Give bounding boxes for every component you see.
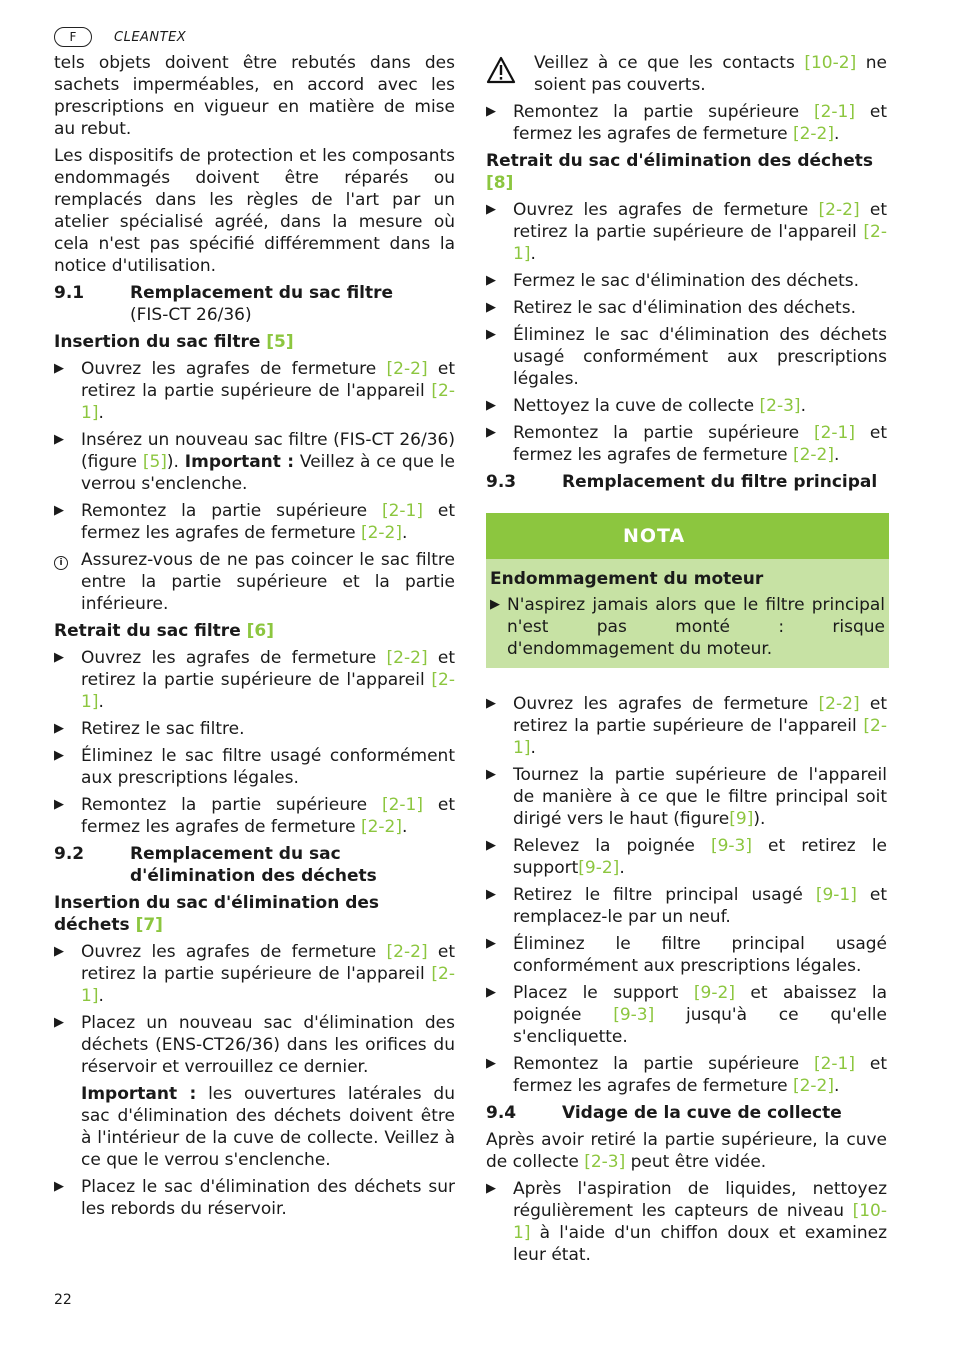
arrow-bullet-icon: ▶ — [486, 327, 496, 342]
figure-ref: [2-1] — [81, 670, 455, 712]
figure-ref: [2-2] — [386, 359, 428, 379]
arrow-bullet-icon: ▶ — [486, 985, 496, 1000]
list-item: ▶ Ouvrez les agrafes de fermeture [2-2] et retirez la partie supérieure de l'appareil [2-1]. — [486, 694, 887, 758]
figure-ref: [10-1] — [513, 1201, 887, 1243]
list-item: ▶ Remontez la partie supérieure [2-1] et fermez les agrafes de fermeture [2-2]. — [54, 501, 456, 543]
warning-triangle-icon — [486, 52, 534, 96]
figure-ref: [2-1] — [813, 102, 855, 122]
list-item: ▶ Remontez la partie supérieure [2-1] et fermez les agrafes de fermeture [2-2]. — [54, 795, 456, 837]
figure-ref: [2-1] — [381, 501, 423, 521]
figure-ref: [9-1] — [815, 885, 857, 905]
figure-ref: [9-3] — [613, 1005, 655, 1025]
list-item: ▶ Retirez le sac d'élimination des déchets. — [486, 298, 856, 318]
paragraph: Les dispositifs de protection et les composants endommagés doivent être réparés ou remplacés dans les règles de l'art par un atelier spécialisé agréé, dans la mesure où cela n'est pas spécifié différemment dans la notice d'utilisation. — [54, 146, 455, 276]
subheading-removal-filter-bag: Retrait du sac filtre [6] — [54, 621, 275, 641]
arrow-bullet-icon: ▶ — [486, 767, 496, 782]
section-subtitle: (FIS-CT 26/36) — [130, 305, 252, 325]
list-item: ▶ Ouvrez les agrafes de fermeture [2-2] et retirez la partie supérieure de l'appareil [2-1]. — [54, 359, 455, 423]
figure-ref: [2-1] — [813, 1054, 855, 1074]
paragraph: Après avoir retiré la partie supérieure, la cuve de collecte [2-3] peut être vidée. — [486, 1130, 887, 1172]
arrow-bullet-icon: ▶ — [54, 361, 64, 376]
figure-ref: [8] — [486, 173, 514, 193]
section-heading-9-4 — [486, 1102, 887, 1124]
list-item: ▶ Placez un nouveau sac d'élimination des déchets (ENS-CT26/36) dans les orifices du réservoir et verrouillez ce dernier. — [54, 1013, 455, 1077]
arrow-bullet-icon: ▶ — [54, 1179, 64, 1194]
list-item: ▶ Remontez la partie supérieure [2-1] et fermez les agrafes de fermeture [2-2]. — [486, 423, 888, 465]
figure-ref: [5] — [266, 332, 294, 352]
arrow-bullet-icon: ▶ — [486, 887, 496, 902]
arrow-bullet-icon: ▶ — [486, 273, 496, 288]
arrow-bullet-icon: ▶ — [486, 1181, 496, 1196]
list-item: ▶ Fermez le sac d'élimination des déchets. — [486, 271, 860, 291]
figure-ref: [2-2] — [792, 1076, 834, 1096]
list-item: ▶ Après l'aspiration de liquides, nettoyez régulièrement les capteurs de niveau [10-1] à l'aide d'un chiffon doux et examinez leur état. — [486, 1179, 887, 1265]
list-item: ▶ Éliminez le sac filtre usagé conformément aux prescriptions légales. — [54, 746, 455, 788]
arrow-bullet-icon: ▶ — [486, 838, 496, 853]
figure-ref: [2-2] — [818, 200, 860, 220]
page-header — [54, 26, 186, 48]
section-heading-9-2 — [54, 843, 455, 887]
arrow-bullet-icon: ▶ — [54, 1015, 64, 1030]
brand-name: CLEANTEX — [114, 29, 187, 45]
arrow-bullet-icon: ▶ — [486, 1056, 496, 1071]
figure-ref: [2-1] — [813, 423, 855, 443]
section-title: Remplacement du sac filtre — [130, 283, 394, 303]
arrow-bullet-icon: ▶ — [486, 696, 496, 711]
nota-item: ▶ N'aspirez jamais alors que le filtre principal n'est pas monté : risque d'endommagement du moteur. — [490, 595, 885, 659]
list-item: ▶ Retirez le sac filtre. — [54, 719, 245, 739]
nota-body — [486, 559, 889, 668]
figure-ref: [9-2] — [578, 858, 620, 878]
figure-ref: [6] — [246, 621, 275, 641]
warning-item: Veillez à ce que les contacts [10-2] ne soient pas couverts. — [486, 52, 887, 96]
list-item: ▶ Placez le sac d'élimination des déchets sur les rebords du réservoir. — [54, 1177, 455, 1219]
arrow-bullet-icon: ▶ — [54, 797, 64, 812]
section-number: 9.2 — [54, 844, 85, 864]
figure-ref: [2-2] — [792, 124, 834, 144]
arrow-bullet-icon: ▶ — [486, 425, 496, 440]
section-heading-9-1 — [54, 282, 455, 326]
section-heading-9-3 — [486, 471, 887, 493]
subheading-insertion-waste-bag: Insertion du sac d'élimination des déchets [7] — [54, 893, 380, 935]
important-note: Important : les ouvertures latérales du sac d'élimination des déchets doivent être à l'intérieur de la cuve de collecte. Veillez à ce que le verrou s'enclenche. — [81, 1084, 455, 1170]
arrow-bullet-icon: ▶ — [490, 597, 500, 612]
section-number: 9.3 — [486, 472, 517, 492]
subheading-removal-waste-bag: Retrait du sac d'élimination des déchets [8] — [486, 151, 873, 193]
list-item: ▶ Tournez la partie supérieure de l'appareil de manière à ce que le filtre principal soit dirigé vers le haut (figure[9]). — [486, 765, 887, 829]
page-number: 22 — [54, 1292, 72, 1308]
arrow-bullet-icon: ▶ — [54, 432, 64, 447]
section-number: 9.1 — [54, 283, 85, 303]
list-item: ▶ Remontez la partie supérieure [2-1] et fermez les agrafes de fermeture [2-2]. — [486, 102, 888, 144]
list-item: ▶ Éliminez le sac d'élimination des déchets usagé conformément aux prescriptions légales. — [486, 325, 887, 389]
figure-ref: [9-2] — [693, 983, 735, 1003]
figure-ref: [2-1] — [81, 964, 455, 1006]
nota-box — [486, 513, 889, 668]
figure-ref: [9] — [729, 809, 754, 829]
list-item: ▶ Retirez le filtre principal usagé [9-1] et remplacez-le par un neuf. — [486, 885, 887, 927]
list-item: ▶ Éliminez le filtre principal usagé conformément aux prescriptions légales. — [486, 934, 887, 976]
figure-ref: [5] — [142, 452, 167, 472]
figure-ref: [7] — [135, 915, 163, 935]
arrow-bullet-icon: ▶ — [486, 202, 496, 217]
figure-ref: [2-2] — [792, 445, 834, 465]
nota-header: NOTA — [486, 513, 889, 559]
arrow-bullet-icon: ▶ — [54, 650, 64, 665]
list-item: ▶ Placez le support [9-2] et abaissez la poignée [9-3] jusqu'à ce qu'elle s'encliquette. — [486, 983, 888, 1047]
list-item: ▶ Ouvrez les agrafes de fermeture [2-2] et retirez la partie supérieure de l'appareil [2-1]. — [54, 648, 455, 712]
arrow-bullet-icon: ▶ — [486, 104, 496, 119]
nota-title: Endommagement du moteur — [490, 569, 764, 589]
arrow-bullet-icon: ▶ — [54, 944, 64, 959]
figure-ref: [2-1] — [513, 222, 887, 264]
section-title: Remplacement du sac d'élimination des déchets — [130, 844, 377, 886]
section-number: 9.4 — [486, 1103, 517, 1123]
figure-ref: [2-2] — [386, 648, 428, 668]
section-title: Remplacement du filtre principal — [562, 472, 878, 492]
figure-ref: [2-1] — [513, 716, 887, 758]
important-label: Important : — [184, 452, 295, 472]
figure-ref: [2-2] — [360, 523, 402, 543]
arrow-bullet-icon: ▶ — [486, 936, 496, 951]
arrow-bullet-icon: ▶ — [54, 721, 64, 736]
list-item: ▶ Ouvrez les agrafes de fermeture [2-2] et retirez la partie supérieure de l'appareil [2-1]. — [54, 942, 455, 1006]
arrow-bullet-icon: ▶ — [54, 748, 64, 763]
list-item: ▶ Ouvrez les agrafes de fermeture [2-2] et retirez la partie supérieure de l'appareil [2-1]. — [486, 200, 887, 264]
info-icon: i — [54, 549, 81, 615]
paragraph: tels objets doivent être rebutés dans des sachets imperméables, en accord avec les prescriptions en vigueur en matière de mise au rebut. — [54, 53, 455, 139]
figure-ref: [9-3] — [710, 836, 752, 856]
important-label: Important : — [81, 1084, 197, 1104]
arrow-bullet-icon: ▶ — [486, 300, 496, 315]
figure-ref: [2-1] — [381, 795, 423, 815]
language-badge: F — [54, 27, 92, 47]
arrow-bullet-icon: ▶ — [486, 398, 496, 413]
figure-ref: [10-2] — [804, 53, 857, 73]
list-item: ▶ Insérez un nouveau sac filtre (FIS-CT 26/36) (figure [5]). Important : Veillez à ce que le verrou s'enclenche. — [54, 430, 455, 494]
figure-ref: [2-2] — [386, 942, 428, 962]
arrow-bullet-icon: ▶ — [54, 503, 64, 518]
figure-ref: [2-2] — [818, 694, 860, 714]
list-item: ▶ Remontez la partie supérieure [2-1] et fermez les agrafes de fermeture [2-2]. — [486, 1054, 888, 1096]
figure-ref: [2-2] — [360, 817, 402, 837]
figure-ref: [2-1] — [81, 381, 455, 423]
subheading-insertion-filter-bag: Insertion du sac filtre [5] — [54, 332, 294, 352]
figure-ref: [2-3] — [584, 1152, 626, 1172]
list-item: ▶ Relevez la poignée [9-3] et retirez le support[9-2]. — [486, 836, 887, 878]
right-column — [486, 52, 887, 1271]
list-item: ▶ Nettoyez la cuve de collecte [2-3]. — [486, 396, 806, 416]
section-title: Vidage de la cuve de collecte — [562, 1103, 842, 1123]
left-column — [54, 52, 455, 1225]
info-item: i Assurez-vous de ne pas coincer le sac filtre entre la partie supérieure et la partie inférieure. — [54, 549, 455, 615]
figure-ref: [2-3] — [759, 396, 801, 416]
